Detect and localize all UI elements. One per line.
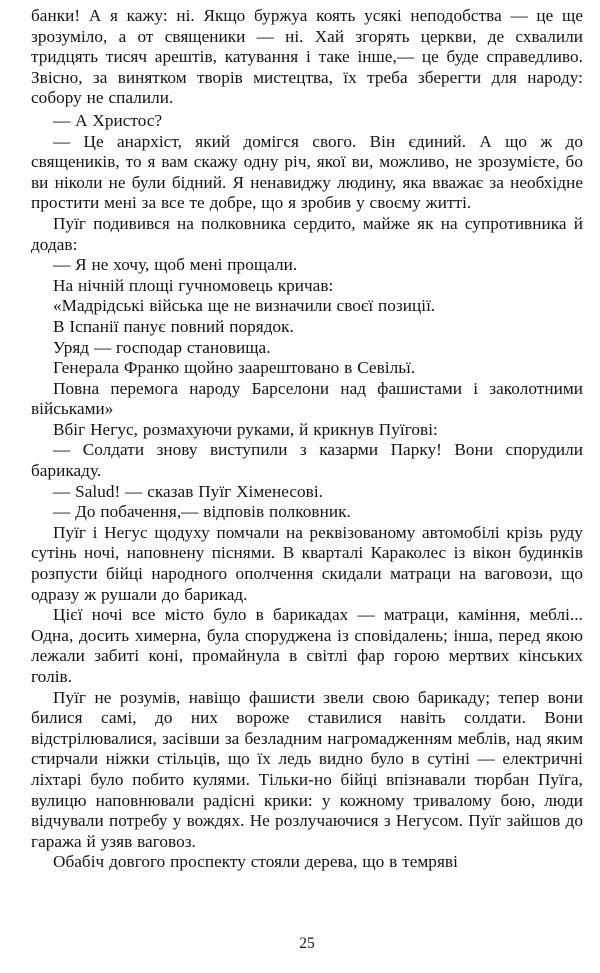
paragraph-5: — Я не хочу, щоб мені прощали. <box>53 255 298 275</box>
paragraph-18: Пуїг не розумів, навіщо фашисти звели свою барикаду; тепер вони билися самі, до них вороже ставилися навіть солдати. Вони відстрілювалися, засівши за безладним нагромадженням меблів, над яким стирчали ніжки стільців, що їх ледь видно було в сутіні — електричні ліхтарі було побито кулями. Тільки-но бійці впізнавали тюрбан Пуїга, вулицю наповнювали радісні крики: у кожному тривалому бою, люди відчували потребу у вождях. Не розлучаючися з Негусом. Пуїг зайшов до гаража й узяв ваговоз. <box>31 687 583 851</box>
paragraph-1: банки! А я кажу: ні. Якщо буржуа коять усякі неподобства — це ще зрозуміло, а от священики — ні. Хай згорять церкви, де схвалили тридцять тисяч арештів, катування і таке інше,— це буде справедливо. Звісно, за винятком творів мистецтва, їх треба зберегти для народу: собору не спалили. <box>31 6 583 108</box>
paragraph-15: — До побачення,— відповів полковник. <box>53 502 351 522</box>
page-text-body <box>31 6 583 873</box>
paragraph-14: — Salud! — сказав Пуїг Хіменесові. <box>53 481 324 501</box>
paragraph-3: — Це анархіст, який домігся свого. Він єдиний. А що ж до священиків, то я вам скажу одну річ, якої ви, можливо, не зрозумієте, бо ви ніколи не були бідний. Я ненавиджу людину, яка вважає за необхідне простити мені за все те добре, що я зробив у своєму житті. <box>31 131 583 213</box>
paragraph-6: На нічній площі гучномовець кричав: <box>53 275 334 295</box>
paragraph-19: Обабіч довгого проспекту стояли дерева, що в темряві <box>53 852 458 872</box>
page-number: 25 <box>299 935 315 952</box>
paragraph-4: Пуїг подивився на полковника сердито, майже як на супротивника й додав: <box>31 213 583 254</box>
paragraph-17: Цієї ночі все місто було в барикадах — матраци, каміння, меблі... Одна, досить химерна, була споруджена із сповідалень; інша, перед якою лежали забиті коні, промайнула в світлі фар горою мертвих кінських голів. <box>31 605 583 686</box>
paragraph-16: Пуїг і Негус щодуху помчали на реквізованому автомобілі крізь руду сутінь ночі, наповнену піснями. В кварталі Караколес із вікон будинків розпусти бійці народного ополчення скидали матраци на ваговози, що одразу ж рушали до барикад. <box>31 522 583 604</box>
paragraph-12: Вбіг Негус, розмахуючи руками, й крикнув Пуїгові: <box>53 419 438 439</box>
paragraph-11: Повна перемога народу Барселони над фашистами і заколотними військами» <box>31 378 583 419</box>
paragraph-2: — А Христос? <box>53 110 163 130</box>
paragraph-10: Генерала Франко щойно заарештовано в Севільї. <box>53 358 416 378</box>
paragraph-9: Уряд — господар становища. <box>53 337 271 357</box>
book-page <box>31 6 583 966</box>
paragraph-8: В Іспанії панує повний порядок. <box>53 316 294 336</box>
paragraph-13: — Солдати знову виступили з казарми Парку! Вони спорудили барикаду. <box>31 440 583 481</box>
paragraph-7: «Мадрідські війська ще не визначили своєї позиції. <box>53 296 436 316</box>
